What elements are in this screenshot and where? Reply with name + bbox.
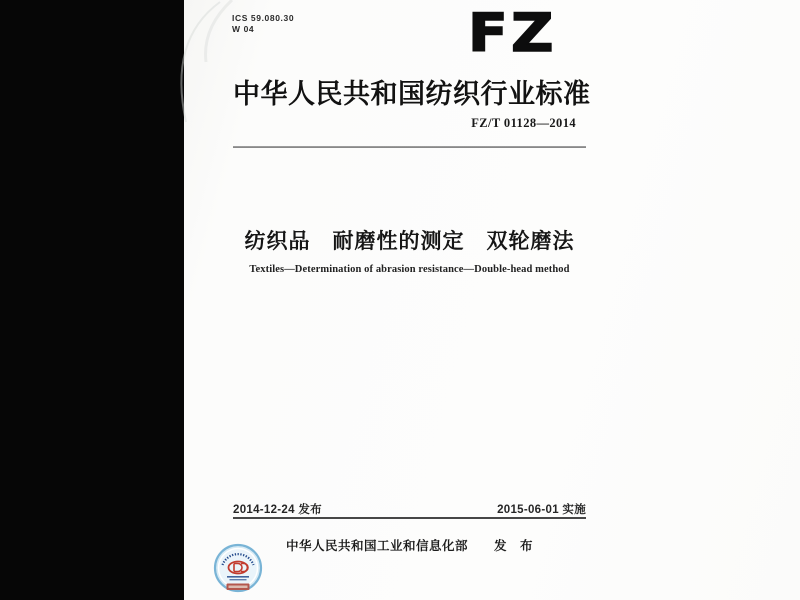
document-page: [184, 0, 800, 600]
seal-badge-text: [229, 586, 248, 589]
implementation-date: 2015-06-01 实施: [497, 504, 586, 516]
content-column: [233, 0, 591, 600]
standard-number: FZ/T 01128—2014: [471, 116, 576, 130]
fz-standard-logo: FZ: [468, 3, 557, 64]
document-title-chinese: 纺织品 耐磨性的测定 双轮磨法: [244, 230, 575, 253]
issue-date: 2014-12-24 发布: [233, 504, 322, 516]
footer-rule: [233, 517, 586, 519]
publisher-line: 中华人民共和国工业和信息化部 发 布: [285, 539, 533, 553]
series-title: 中华人民共和国纺织行业标准: [233, 79, 591, 109]
seal-text-line-1: [227, 576, 249, 578]
ics-number: ICS 59.080.30: [232, 13, 295, 23]
date-row: [233, 501, 586, 517]
seal-text-line-2: [230, 579, 247, 580]
document-title-english: Textiles—Determination of abrasion resistance—Double-head method: [249, 264, 570, 275]
scan-background-band: [0, 0, 184, 600]
certification-seal-icon: [213, 542, 263, 596]
header-rule: [233, 146, 586, 148]
doc-class-code: W 04: [232, 23, 255, 34]
